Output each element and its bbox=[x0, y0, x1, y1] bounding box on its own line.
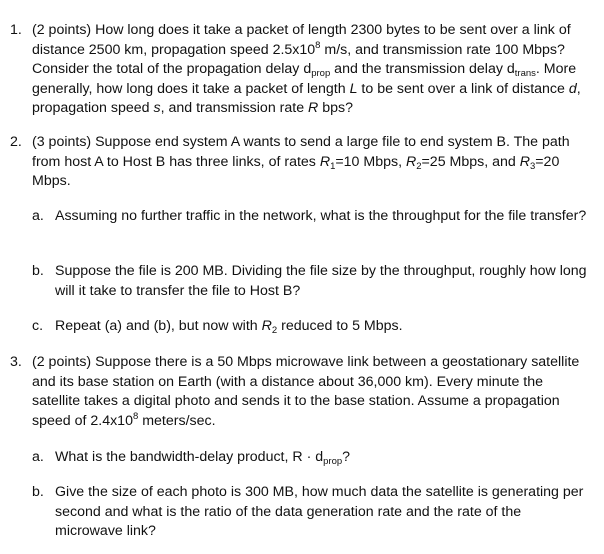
q1-subscript-prop: prop bbox=[311, 68, 331, 80]
q2-var-R3: R bbox=[519, 153, 530, 170]
question-1-number: 1. bbox=[10, 22, 22, 38]
question-3a bbox=[32, 448, 592, 468]
q1-var-L: L bbox=[349, 80, 358, 97]
q2c-text-part: Repeat (a) and (b), but now with bbox=[55, 318, 262, 334]
question-2c bbox=[32, 317, 592, 337]
q3a-sub-prop: prop bbox=[323, 456, 343, 467]
q2-sub-3: 3 bbox=[529, 160, 536, 172]
subpart-label: a. bbox=[32, 449, 44, 465]
q2-var-R1: R bbox=[319, 153, 331, 170]
question-1-text bbox=[32, 21, 590, 119]
subpart-label: a. bbox=[32, 208, 44, 224]
q1-var-d: d bbox=[568, 80, 577, 97]
q2-sub-2: 2 bbox=[416, 160, 422, 172]
q3-text-part: (2 points) Suppose there is a 50 Mbps microwave link between a geostationary satellite and its base station on Earth (with a distance about 36,000 km). Every minute the satellite takes a digital photo and sends it to the base station. Assume a propagation speed of 2.4x10 bbox=[32, 354, 580, 429]
q1-subscript-trans: trans bbox=[514, 68, 536, 80]
q3a-text-part: What is the bandwidth-delay product, R · d bbox=[55, 449, 324, 465]
q1-text-part: , propagation speed bbox=[32, 80, 581, 117]
q2-text-part: =20 Mbps. bbox=[32, 153, 560, 190]
subpart-text: Assuming no further traffic in the network, what is the throughput for the file transfer? bbox=[55, 208, 587, 224]
question-3-text bbox=[32, 353, 590, 431]
q1-text-part: to be sent over a link of distance bbox=[357, 80, 569, 97]
q1-var-R: R bbox=[308, 100, 319, 117]
question-2-number: 2. bbox=[10, 134, 22, 150]
question-3 bbox=[10, 353, 590, 431]
subpart-label: b. bbox=[32, 263, 44, 279]
q2c-text-part: reduced to 5 Mbps. bbox=[277, 318, 403, 334]
q2-sub-1: 1 bbox=[330, 160, 336, 172]
subpart-text: Suppose the file is 200 MB. Dividing the file size by the throughput, roughly how long will it take to transfer the file to Host B? bbox=[55, 263, 587, 299]
q2c-var-R: R bbox=[261, 318, 272, 334]
q2-text-part: (3 points) Suppose end system A wants to send a large file to end system B. The path from host A to Host B has three links, of rates bbox=[32, 134, 570, 170]
q1-text-part: m/s, and transmission rate 100 Mbps? Consider the total of the propagation delay d bbox=[32, 41, 565, 78]
q1-text-part: and the transmission delay d bbox=[330, 61, 515, 78]
question-2-text bbox=[32, 133, 590, 192]
q1-text-part: (2 points) How long does it take a packet of length 2300 bytes to be sent over a link of distance 2500 km, propagation speed 2.5x10 bbox=[32, 22, 571, 58]
question-2a bbox=[32, 207, 592, 227]
q2-var-R2: R bbox=[405, 153, 417, 170]
q1-var-s: s bbox=[153, 100, 161, 117]
subpart-text bbox=[55, 317, 592, 337]
q3-exponent: 8 bbox=[132, 410, 139, 422]
question-2b bbox=[32, 262, 592, 301]
question-1 bbox=[10, 21, 590, 119]
q1-text-part: , and transmission rate bbox=[160, 100, 309, 117]
question-2 bbox=[10, 133, 590, 192]
subpart-label: c. bbox=[32, 318, 44, 334]
question-3-number: 3. bbox=[10, 354, 22, 370]
subpart-label: b. bbox=[32, 484, 44, 500]
q3-text-part: meters/sec. bbox=[138, 412, 216, 429]
q1-text-part: . More generally, how long does it take a packet of length bbox=[32, 61, 577, 97]
subpart-text: Give the size of each photo is 300 MB, how much data the satellite is generating per second and what is the ratio of the data generation rate and the rate of the microwave link? bbox=[55, 484, 584, 540]
subpart-text bbox=[55, 448, 592, 468]
q1-exponent: 8 bbox=[315, 39, 321, 51]
q2-text-part: =10 Mbps, bbox=[335, 153, 406, 170]
q1-text-part: bps? bbox=[318, 100, 354, 117]
q2-text-part: =25 Mbps, and bbox=[421, 153, 520, 170]
q3a-text-part: ? bbox=[342, 449, 351, 465]
q2c-sub-2: 2 bbox=[271, 325, 278, 336]
question-3b bbox=[32, 483, 592, 542]
